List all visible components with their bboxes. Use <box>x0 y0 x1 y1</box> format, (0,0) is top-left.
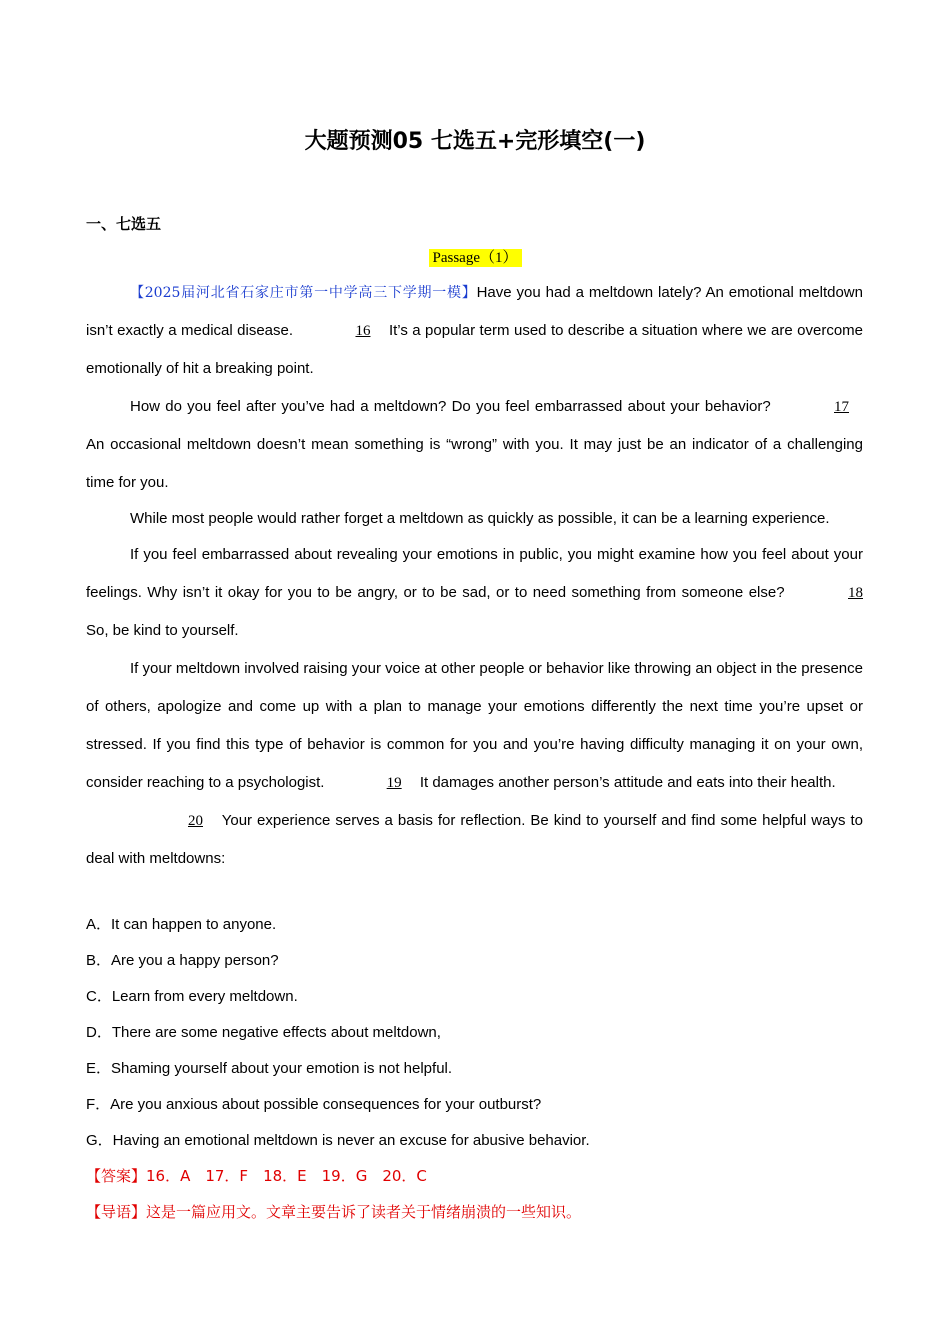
paragraph-1-text-a: Have you had a meltdown lately? An emotional meltdown isn’t exactly a medical disease. <box>86 284 863 339</box>
passage-label-text: Passage（1） <box>429 249 522 267</box>
paragraph-4-text-a: If you feel embarrassed about revealing your emotions in public, you might examine how you feel about your feelings. Why isn’t it okay for you to be angry, or to be sad, or to need something from someone else? <box>86 546 863 601</box>
source-citation: 【2025届河北省石家庄市第一中学高三下学期一模】 <box>130 285 477 301</box>
answer-options <box>86 907 863 1159</box>
section-heading: 一、七选五 <box>86 215 162 233</box>
blank-19: 19 <box>386 775 402 791</box>
answer-key: 【答案】16．A 17．F 18．E 19．G 20．C <box>86 1167 427 1185</box>
option-d: D．There are some negative effects about meltdown, <box>86 1024 441 1041</box>
passage-label <box>0 246 950 267</box>
paragraph-6 <box>86 802 863 878</box>
paragraph-5-text-a: If your meltdown involved raising your voice at other people or behavior like throwing an object in the presence of others, apologize and come up with a plan to manage your emotions differently the next time you’re upset or stressed. If you find this type of behavior is common for you and you’re having difficulty managing it on your own, consider reaching to a psychologist. <box>86 660 863 791</box>
blank-20: 20 <box>188 813 203 829</box>
paragraph-3: While most people would rather forget a meltdown as quickly as possible, it can be a learning experience. <box>130 510 830 527</box>
paragraph-4-text-b: So, be kind to yourself. <box>86 622 239 639</box>
blank-16: 16 <box>355 323 371 339</box>
paragraph-6-text-b: Your experience serves a basis for reflection. Be kind to yourself and find some helpful ways to deal with meltdowns: <box>86 812 863 867</box>
guide-note: 【导语】这是一篇应用文。文章主要告诉了读者关于情绪崩溃的一些知识。 <box>86 1203 582 1221</box>
option-e: E．Shaming yourself about your emotion is not helpful. <box>86 1060 453 1077</box>
paragraph-4 <box>86 536 863 650</box>
paragraph-2 <box>86 388 863 502</box>
option-f: F．Are you anxious about possible consequences for your outburst? <box>86 1096 542 1113</box>
paragraph-2-text-b: An occasional meltdown doesn’t mean something is “wrong” with you. It may just be an indicator of a challenging time for you. <box>86 436 863 491</box>
blank-17: 17 <box>834 399 849 415</box>
page-title: 大题预测05 七选五+完形填空(一) <box>304 129 646 154</box>
paragraph-1-text-b: It’s a popular term used to describe a situation where we are overcome emotionally of hit a breaking point. <box>86 322 864 377</box>
paragraph-2-text-a: How do you feel after you’ve had a meltdown? Do you feel embarrassed about your behavior? <box>130 398 771 415</box>
option-b: B．Are you a happy person? <box>86 952 279 969</box>
blank-18: 18 <box>848 585 863 601</box>
passage-body <box>86 274 863 878</box>
option-a: A．It can happen to anyone. <box>86 916 277 933</box>
paragraph-5-text-b: It damages another person’s attitude and eats into their health. <box>419 774 836 791</box>
option-g: G．Having an emotional meltdown is never an excuse for abusive behavior. <box>86 1132 590 1149</box>
option-c: C．Learn from every meltdown. <box>86 988 298 1005</box>
paragraph-5 <box>86 650 863 802</box>
paragraph-1 <box>86 274 863 388</box>
